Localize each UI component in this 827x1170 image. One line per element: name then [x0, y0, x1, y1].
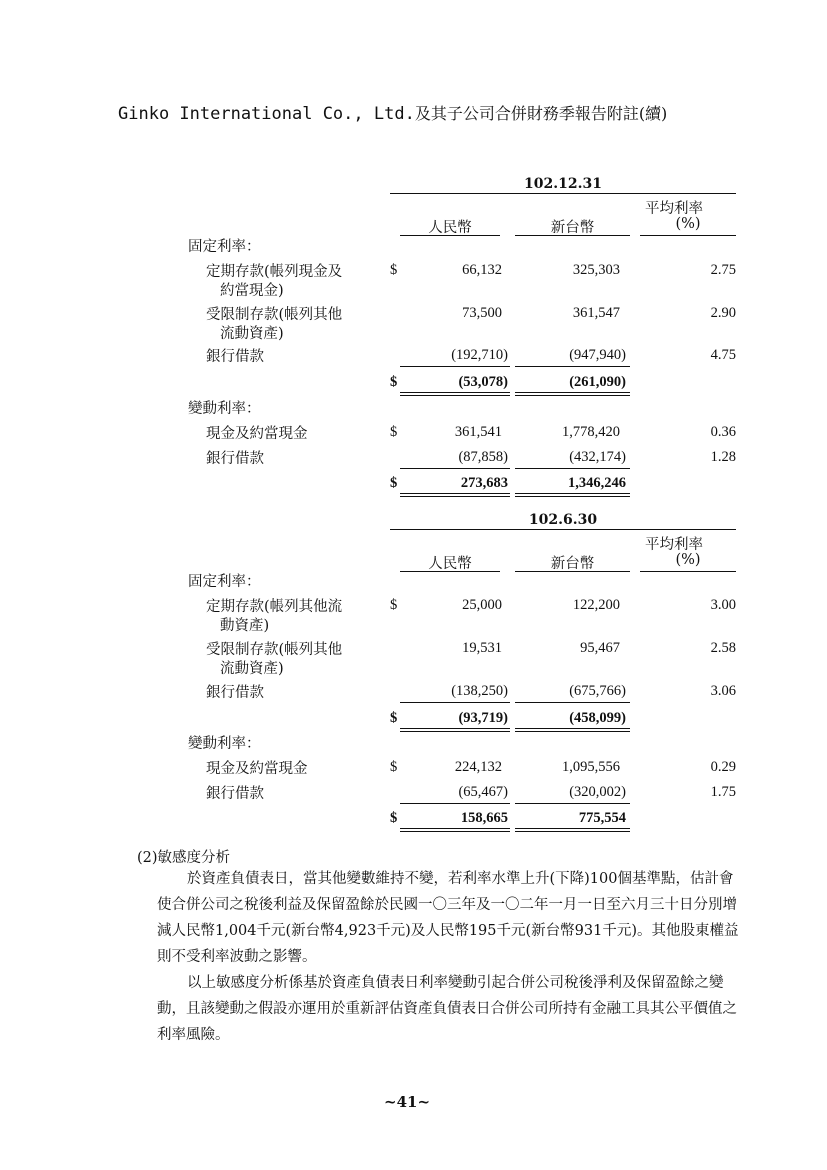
value-ntd: 1,778,420 [562, 424, 620, 440]
value-ntd: (320,002) [569, 784, 626, 800]
underline [400, 366, 510, 367]
value-ntd: 122,200 [572, 597, 620, 613]
value-rate: 3.00 [710, 597, 736, 613]
value-ntd: 325,303 [572, 262, 620, 278]
total-rmb: 158,665 [460, 810, 508, 826]
double-underline [515, 828, 630, 832]
total-ntd: (458,099) [569, 710, 626, 726]
value-ntd: (675,766) [569, 683, 626, 699]
dollar-sign: $ [390, 475, 398, 491]
value-rmb: (138,250) [451, 683, 508, 699]
value-rmb: (87,858) [458, 449, 508, 465]
col-header-rmb: 人民幣 [428, 556, 472, 572]
row-label: 定期存款(帳列現金及 [206, 264, 343, 280]
row-label: 銀行借款 [206, 451, 264, 467]
sensitivity-paragraph-2: 以上敏感度分析係基於資產負債表日利率變動引起合併公司稅後淨利及保留盈餘之變動，且該變動之假設亦運用於重新評估資產負債表日合併公司所持有金融工具其公平價值之利率風險。 [157, 975, 737, 1043]
section-label-variable: 變動利率： [188, 401, 261, 417]
total-ntd: 1,346,246 [568, 475, 626, 491]
row-label: 現金及約當現金 [206, 761, 308, 777]
divider [515, 571, 630, 572]
value-rmb: (192,710) [451, 347, 508, 363]
page-number: ~41~ [384, 1093, 431, 1111]
value-rmb: 19,531 [462, 640, 502, 656]
total-rmb: 273,683 [460, 475, 508, 491]
table-date: 102.12.31 [524, 176, 602, 192]
row-label: 受限制存款(帳列其他 [206, 642, 343, 658]
company-name: Ginko International Co., Ltd. [118, 104, 415, 124]
dollar-sign: $ [390, 424, 398, 440]
value-ntd: 95,467 [580, 640, 620, 656]
value-ntd: (947,940) [569, 347, 626, 363]
dollar-sign: $ [390, 810, 398, 826]
value-rate: 1.28 [710, 449, 736, 465]
row-label: 銀行借款 [206, 786, 264, 802]
col-header-avg-rate: 平均利率 [645, 537, 703, 553]
underline [400, 702, 510, 703]
double-underline [400, 392, 510, 396]
underline [400, 468, 510, 469]
section-label-variable: 變動利率： [188, 736, 261, 752]
section-label-fixed: 固定利率： [188, 239, 261, 255]
row-label-cont: 約當現金) [220, 283, 284, 299]
dollar-sign: $ [390, 597, 398, 613]
col-header-rmb: 人民幣 [428, 220, 472, 236]
row-label-cont: 流動資產) [220, 661, 284, 677]
report-title: 及其子公司合併財務季報告附註(續) [414, 104, 668, 123]
col-header-pct: (%) [675, 552, 701, 568]
value-rmb: (65,467) [458, 784, 508, 800]
col-header-ntd: 新台幣 [550, 556, 595, 572]
table-date: 102.6.30 [528, 512, 598, 528]
underline [515, 702, 630, 703]
value-rate: 2.58 [710, 640, 736, 656]
underline [515, 803, 630, 804]
row-label: 銀行借款 [206, 685, 264, 701]
divider [515, 235, 630, 236]
dollar-sign: $ [390, 710, 398, 726]
double-underline [515, 728, 630, 732]
value-rate: 0.29 [710, 759, 736, 775]
value-rmb: 25,000 [462, 597, 502, 613]
row-label-cont: 動資產) [220, 618, 270, 634]
divider [390, 193, 736, 194]
underline [400, 803, 510, 804]
divider [400, 235, 500, 236]
col-header-pct: (%) [675, 216, 701, 232]
row-label: 定期存款(帳列其他流 [206, 599, 343, 615]
divider [400, 571, 500, 572]
total-ntd: (261,090) [569, 374, 626, 390]
value-rate: 1.75 [710, 784, 736, 800]
double-underline [400, 728, 510, 732]
value-rate: 0.36 [710, 424, 736, 440]
section-label-fixed: 固定利率： [188, 574, 261, 590]
sensitivity-paragraph-1: 於資產負債表日，當其他變數維持不變，若利率水準上升(下降)100個基準點，估計會使合併公司之稅後利益及保留盈餘於民國一〇三年及一〇二年一月一日至六月三十日分別增減人民幣1,004千元(新台幣4,923千元)及人民幣195千元(新台幣931千元)。其他股東權益則不受利率波動之影響。 [157, 871, 739, 965]
value-ntd: 361,547 [572, 305, 620, 321]
total-rmb: (53,078) [458, 374, 508, 390]
divider [640, 235, 736, 236]
value-rate: 2.75 [710, 262, 736, 278]
dollar-sign: $ [390, 262, 398, 278]
double-underline [515, 493, 630, 497]
underline [515, 366, 630, 367]
double-underline [515, 392, 630, 396]
dollar-sign: $ [390, 759, 398, 775]
double-underline [400, 493, 510, 497]
double-underline [400, 828, 510, 832]
value-rmb: 73,500 [462, 305, 502, 321]
col-header-ntd: 新台幣 [550, 220, 595, 236]
row-label: 現金及約當現金 [206, 426, 308, 442]
total-rmb: (93,719) [458, 710, 508, 726]
row-label-cont: 流動資產) [220, 326, 284, 342]
value-ntd: (432,174) [569, 449, 626, 465]
report-header [118, 101, 667, 124]
underline [515, 468, 630, 469]
divider [640, 571, 736, 572]
divider [390, 529, 736, 530]
value-rmb: 361,541 [454, 424, 502, 440]
dollar-sign: $ [390, 374, 398, 390]
value-rate: 2.90 [710, 305, 736, 321]
value-rate: 4.75 [710, 347, 736, 363]
value-rmb: 66,132 [462, 262, 502, 278]
row-label: 受限制存款(帳列其他 [206, 307, 343, 323]
col-header-avg-rate: 平均利率 [645, 201, 703, 217]
value-ntd: 1,095,556 [562, 759, 620, 775]
section-heading: (2)敏感度分析 [137, 850, 231, 866]
value-rmb: 224,132 [454, 759, 502, 775]
value-rate: 3.06 [710, 683, 736, 699]
total-ntd: 775,554 [578, 810, 626, 826]
row-label: 銀行借款 [206, 349, 264, 365]
